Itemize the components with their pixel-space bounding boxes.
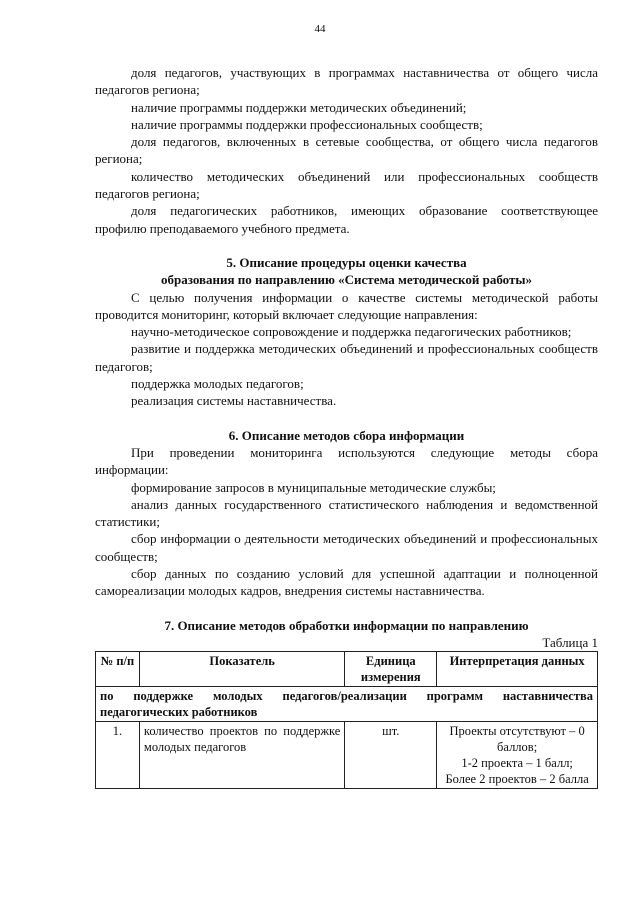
table-header-row	[96, 652, 598, 687]
section-6-title: 6. Описание методов сбора информации	[228, 427, 465, 443]
interpretation-line: Более 2 проектов – 2 балла	[445, 772, 589, 787]
indicators-table	[95, 651, 598, 789]
list-item: развитие и поддержка методических объединений и профессиональных сообществ педагогов;	[95, 341, 598, 374]
list-item: реализация системы наставничества.	[131, 393, 337, 409]
list-item: наличие программы поддержки методических объединений;	[131, 99, 467, 115]
section-5-title-line1: 5. Описание процедуры оценки качества	[226, 254, 467, 270]
cell-interpretation	[437, 722, 598, 789]
table-section-label: по поддержке молодых педагогов/реализации программ наставничества педагогических работников	[96, 687, 598, 722]
cell-unit: шт.	[345, 722, 437, 789]
cell-indicator: количество проектов по поддержке молодых педагогов	[139, 722, 344, 789]
table-row	[96, 722, 598, 789]
list-item: доля педагогических работников, имеющих образование соответствующее профилю преподаваемого учебного предмета.	[95, 203, 598, 236]
section-5-title-line2: образования по направлению «Система методической работы»	[160, 272, 533, 288]
list-item: научно-методическое сопровождение и поддержка педагогических работников;	[131, 324, 572, 340]
section-5-intro: С целью получения информации о качестве системы методической работы проводится мониторинг, который включает следующие направления:	[95, 289, 598, 322]
list-item: наличие программы поддержки профессиональных сообществ;	[131, 116, 483, 132]
list-item: сбор информации о деятельности методических объединений и профессиональных сообществ;	[95, 531, 598, 564]
section-6-intro: При проведении мониторинга используются следующие методы сбора информации:	[95, 444, 598, 478]
list-item: поддержка молодых педагогов;	[131, 376, 304, 392]
interpretation-line: Проекты отсутствуют – 0 баллов;	[449, 724, 585, 755]
col-header-interpretation: Интерпретация данных	[437, 652, 598, 687]
list-item: сбор данных по созданию условий для успешной адаптации и полноценной самореализации молодых кадров, внедрения системы наставничества.	[95, 566, 598, 599]
list-item: количество методических объединений или профессиональных сообществ педагогов региона;	[95, 168, 598, 202]
page-number: 44	[314, 23, 326, 35]
list-item: доля педагогов, включенных в сетевые сообщества, от общего числа педагогов региона;	[95, 134, 598, 167]
cell-num: 1.	[96, 722, 140, 789]
list-item: анализ данных государственного статистического наблюдения и ведомственной статистики;	[95, 496, 598, 530]
col-header-num: № п/п	[96, 652, 140, 687]
col-header-indicator: Показатель	[139, 652, 344, 687]
table-section-row	[96, 687, 598, 722]
section-7-title: 7. Описание методов обработки информации по направлению	[164, 617, 529, 633]
list-item: доля педагогов, участвующих в программах наставничества от общего числа педагогов региона;	[95, 65, 598, 98]
list-item: формирование запросов в муниципальные методические службы;	[131, 479, 496, 495]
interpretation-line: 1-2 проекта – 1 балл;	[461, 756, 573, 771]
document-body	[95, 64, 598, 789]
col-header-unit: Единица измерения	[345, 652, 437, 687]
table-caption: Таблица 1	[542, 634, 598, 650]
